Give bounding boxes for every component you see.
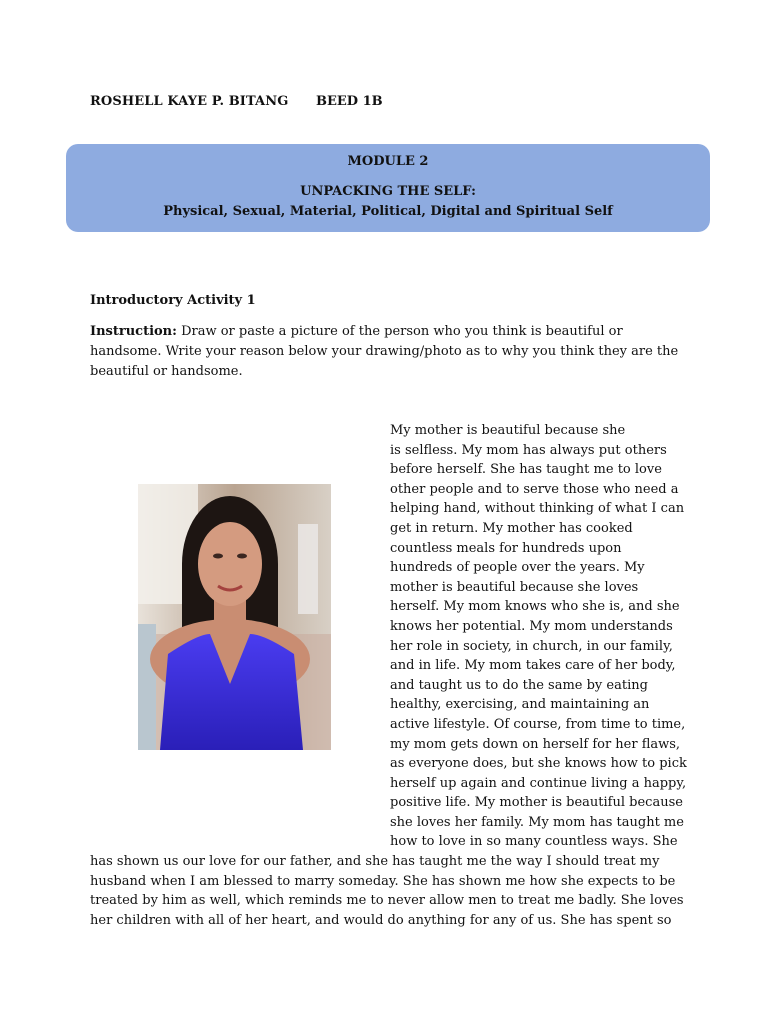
module-subtitle: UNPACKING THE SELF:: [300, 184, 476, 199]
essay-bottom-paragraph: has shown us our love for our father, and she has taught me the way I should treat my husband when I am blessed to marry someday. She has shown me how she expects to be treated by him as well, which reminds me to never allow men to treat me badly. She loves her children with all of her heart, and would do anything for any of us. She has spent so: [90, 854, 684, 928]
essay-right-column: My mother is beautiful because she is selfless. My mom has always put others before herself. She has taught me to love other people and to serve those who need a helping hand, without thinking of what I can get in return. My mother has cooked countless meals for hundreds upon hundreds of people over the years. My mother is beautiful because she loves herself. My mom knows who she is, and she knows her potential. My mom understands her role in society, in church, in our family, and in life. My mom takes care of her body, and taught us to do the same by eating healthy, exercising, and maintaining an active lifestyle. Of course, from time to time, my mom gets down on herself for her flaws, as everyone does, but she knows how to pick herself up again and continue living a happy, positive life. My mother is beautiful because she loves her family. My mom has taught me how to love in so many countless ways. She: [390, 423, 687, 850]
course-section: BEED 1B: [316, 94, 383, 109]
module-banner: [66, 144, 710, 232]
module-topics: Physical, Sexual, Material, Political, Digital and Spiritual Self: [163, 204, 613, 219]
mother-photo: [138, 484, 331, 750]
instruction-paragraph: [90, 322, 690, 382]
module-title: MODULE 2: [347, 154, 429, 169]
instruction-text: Draw or paste a picture of the person who you think is beautiful or handsome. Write your reason below your drawing/photo as to why you think they are the beautiful or handsome.: [90, 324, 679, 379]
student-name: ROSHELL KAYE P. BITANG: [90, 94, 289, 109]
instruction-label: Instruction:: [90, 324, 177, 339]
activity-title: Introductory Activity 1: [90, 293, 256, 308]
